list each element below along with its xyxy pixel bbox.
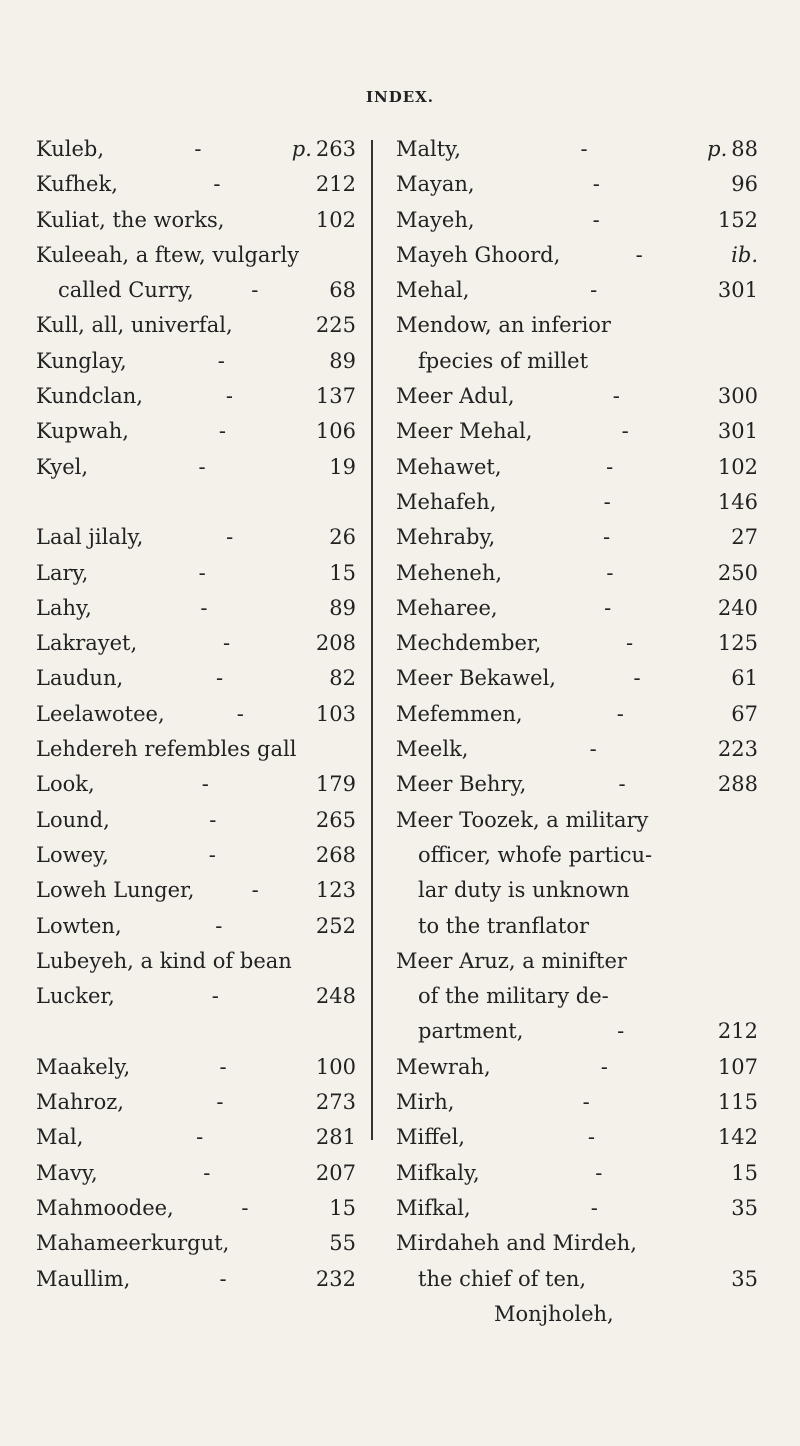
entry-term: Miffel, bbox=[396, 1125, 465, 1150]
index-entry bbox=[396, 1226, 758, 1261]
entry-leader: - bbox=[617, 1019, 625, 1044]
entry-page bbox=[707, 132, 758, 167]
entry-leader: - bbox=[595, 1160, 603, 1185]
page-number: 15 bbox=[329, 1195, 356, 1220]
entry-page bbox=[718, 1120, 758, 1155]
index-entry bbox=[36, 203, 356, 238]
right-index-column bbox=[396, 132, 758, 1332]
entry-term: Maakely, bbox=[36, 1054, 131, 1079]
entry-page bbox=[718, 1050, 758, 1085]
index-entry bbox=[396, 697, 758, 732]
entry-leader: - bbox=[236, 701, 244, 726]
index-entry bbox=[396, 873, 758, 908]
index-entry bbox=[396, 661, 758, 696]
page-number: 125 bbox=[717, 631, 758, 656]
entry-term: Lary, bbox=[36, 560, 89, 585]
entry-term: Mahmoodee, bbox=[36, 1195, 174, 1220]
page-number: 146 bbox=[717, 489, 758, 514]
entry-term: Meer Mehal, bbox=[396, 419, 533, 444]
entry-leader: - bbox=[626, 631, 634, 656]
entry-page bbox=[718, 697, 758, 732]
page-number: 207 bbox=[315, 1160, 356, 1185]
entry-page bbox=[316, 1085, 356, 1120]
index-entry bbox=[396, 556, 758, 591]
entry-page bbox=[718, 1085, 758, 1120]
index-entry bbox=[396, 838, 758, 873]
index-entry bbox=[36, 1085, 356, 1120]
entry-page bbox=[718, 1014, 758, 1049]
entry-term: Lowten, bbox=[36, 913, 122, 938]
entry-page bbox=[316, 767, 356, 802]
index-entry bbox=[396, 308, 758, 343]
entry-term: Meelk, bbox=[396, 737, 469, 762]
index-entry bbox=[396, 591, 758, 626]
entry-term: officer, whofe particu- bbox=[418, 842, 653, 867]
entry-term: Mendow, an inferior bbox=[396, 313, 611, 338]
entry-page bbox=[718, 626, 758, 661]
entry-term: Mewrah, bbox=[396, 1054, 491, 1079]
page-number: 265 bbox=[315, 807, 356, 832]
entry-page bbox=[316, 520, 356, 555]
index-entry bbox=[36, 909, 356, 944]
entry-term: Laal jilaly, bbox=[36, 525, 144, 550]
index-entry bbox=[396, 626, 758, 661]
entry-leader: - bbox=[211, 984, 219, 1009]
page-number: 301 bbox=[717, 419, 758, 444]
entry-page bbox=[316, 379, 356, 414]
entry-leader: - bbox=[587, 1125, 595, 1150]
index-entry bbox=[36, 697, 356, 732]
entry-leader: - bbox=[216, 1090, 224, 1115]
page-number: 152 bbox=[717, 207, 758, 232]
entry-leader: - bbox=[600, 1054, 608, 1079]
entry-page bbox=[718, 1191, 758, 1226]
page-number: 96 bbox=[731, 172, 758, 197]
page-number: 89 bbox=[329, 595, 356, 620]
entry-leader: - bbox=[590, 1195, 598, 1220]
entry-term: Meer Behry, bbox=[396, 772, 527, 797]
entry-leader: - bbox=[219, 1266, 227, 1291]
index-entry bbox=[36, 626, 356, 661]
entry-leader: - bbox=[196, 1125, 204, 1150]
index-entry bbox=[396, 1014, 758, 1049]
entry-term: Kufhek, bbox=[36, 172, 118, 197]
entry-leader: - bbox=[226, 525, 234, 550]
entry-leader: - bbox=[198, 454, 206, 479]
page-number: 15 bbox=[329, 560, 356, 585]
entry-page bbox=[316, 1262, 356, 1297]
index-entry bbox=[36, 1156, 356, 1191]
index-entry bbox=[36, 556, 356, 591]
index-entry bbox=[396, 520, 758, 555]
page-number: 281 bbox=[315, 1125, 356, 1150]
entry-page bbox=[718, 520, 758, 555]
page-number: 223 bbox=[717, 737, 758, 762]
index-entry bbox=[36, 167, 356, 202]
entry-leader: - bbox=[194, 137, 202, 161]
entry-page bbox=[316, 1226, 356, 1261]
entry-term: Meharee, bbox=[396, 595, 498, 620]
entry-term: Lehdereh refembles gall bbox=[36, 737, 297, 762]
page-number: 88 bbox=[731, 137, 758, 161]
page-number: 103 bbox=[315, 701, 356, 726]
entry-page bbox=[718, 661, 758, 696]
entry-term: Kuleeah, a ftew, vulgarly bbox=[36, 242, 300, 267]
entry-leader: - bbox=[603, 489, 611, 514]
index-entry bbox=[36, 379, 356, 414]
entry-term: Kuliat, the works, bbox=[36, 207, 225, 232]
page-number: 89 bbox=[329, 348, 356, 373]
page-number: 115 bbox=[717, 1090, 758, 1115]
entry-leader: - bbox=[203, 1160, 211, 1185]
entry-leader: - bbox=[618, 772, 626, 797]
entry-term: Mifkal, bbox=[396, 1195, 471, 1220]
entry-leader: - bbox=[580, 137, 588, 161]
entry-page bbox=[316, 556, 356, 591]
entry-page bbox=[718, 767, 758, 802]
entry-term: Kunglay, bbox=[36, 348, 127, 373]
index-entry bbox=[36, 1262, 356, 1297]
entry-term: to the tranflator bbox=[418, 913, 589, 938]
index-entry bbox=[36, 238, 356, 273]
entry-term: Kull, all, univerfal, bbox=[36, 313, 233, 338]
blank-line bbox=[36, 1014, 356, 1049]
entry-term: Loweh Lunger, bbox=[36, 878, 195, 903]
entry-leader: - bbox=[200, 595, 208, 620]
page-number: 35 bbox=[731, 1266, 758, 1291]
entry-leader: - bbox=[606, 560, 614, 585]
entry-page bbox=[316, 1156, 356, 1191]
entry-page bbox=[316, 273, 356, 308]
index-entry bbox=[36, 838, 356, 873]
entry-term: called Curry, bbox=[58, 278, 194, 303]
entry-term: partment, bbox=[418, 1019, 524, 1044]
entry-term: Mechdember, bbox=[396, 631, 542, 656]
entry-leader: - bbox=[616, 701, 624, 726]
page-number: 301 bbox=[717, 278, 758, 303]
entry-leader: - bbox=[582, 1090, 590, 1115]
page-number: 106 bbox=[315, 419, 356, 444]
index-entry bbox=[396, 1085, 758, 1120]
entry-page bbox=[316, 344, 356, 379]
page-number: 68 bbox=[329, 278, 356, 303]
index-entry bbox=[36, 873, 356, 908]
index-entry bbox=[396, 979, 758, 1014]
index-entry bbox=[36, 1050, 356, 1085]
entry-term: Kupwah, bbox=[36, 419, 129, 444]
page-number: 123 bbox=[315, 878, 356, 903]
index-entry bbox=[36, 1191, 356, 1226]
entry-page bbox=[316, 979, 356, 1014]
entry-page bbox=[718, 414, 758, 449]
index-entry bbox=[396, 132, 758, 167]
entry-page bbox=[316, 308, 356, 343]
entry-term: Mifkaly, bbox=[396, 1160, 480, 1185]
entry-leader: - bbox=[208, 842, 216, 867]
page-number: 67 bbox=[731, 701, 758, 726]
page-number: 102 bbox=[315, 207, 356, 232]
left-index-column bbox=[36, 132, 356, 1297]
entry-term: Maullim, bbox=[36, 1266, 131, 1291]
entry-term: Meheneh, bbox=[396, 560, 503, 585]
entry-term: Lound, bbox=[36, 807, 110, 832]
index-entry bbox=[36, 1120, 356, 1155]
index-entry bbox=[36, 767, 356, 802]
entry-leader: - bbox=[604, 595, 612, 620]
entry-page bbox=[316, 167, 356, 202]
index-entry bbox=[36, 308, 356, 343]
entry-term: Kundclan, bbox=[36, 384, 143, 409]
page-number: 102 bbox=[717, 454, 758, 479]
index-entry bbox=[396, 1297, 758, 1332]
entry-page bbox=[718, 1156, 758, 1191]
entry-leader: - bbox=[603, 525, 611, 550]
index-entry bbox=[36, 1226, 356, 1261]
page-number: 55 bbox=[329, 1231, 356, 1256]
index-entry bbox=[396, 1050, 758, 1085]
index-entry bbox=[396, 414, 758, 449]
entry-leader: - bbox=[606, 454, 614, 479]
page-number: 225 bbox=[315, 313, 356, 338]
entry-term: Lowey, bbox=[36, 842, 109, 867]
index-entry bbox=[36, 591, 356, 626]
entry-leader: - bbox=[241, 1195, 249, 1220]
index-entry bbox=[36, 732, 356, 767]
index-entry bbox=[396, 909, 758, 944]
entry-page bbox=[718, 238, 758, 273]
entry-term: the chief of ten, bbox=[418, 1266, 587, 1291]
index-entry bbox=[396, 450, 758, 485]
entry-term: Mal, bbox=[36, 1125, 84, 1150]
entry-term: Mehraby, bbox=[396, 525, 496, 550]
entry-page bbox=[316, 450, 356, 485]
entry-term: Meer Aruz, a minifter bbox=[396, 948, 627, 973]
index-entry bbox=[36, 132, 356, 167]
index-entry bbox=[396, 1262, 758, 1297]
index-entry bbox=[36, 661, 356, 696]
page-number: 15 bbox=[731, 1160, 758, 1185]
entry-leader: - bbox=[216, 666, 224, 691]
entry-page bbox=[316, 1191, 356, 1226]
index-entry bbox=[36, 944, 356, 979]
entry-term: Mehal, bbox=[396, 278, 470, 303]
page-number: 273 bbox=[315, 1090, 356, 1115]
entry-page bbox=[718, 591, 758, 626]
page-number: 137 bbox=[315, 384, 356, 409]
page-number: 208 bbox=[315, 631, 356, 656]
entry-term: Mahroz, bbox=[36, 1090, 124, 1115]
entry-page bbox=[718, 450, 758, 485]
entry-page bbox=[316, 909, 356, 944]
page-number: 212 bbox=[315, 172, 356, 197]
index-entry bbox=[36, 520, 356, 555]
entry-term: Lubeyeh, a kind of bean bbox=[36, 948, 292, 973]
page-number: 26 bbox=[329, 525, 356, 550]
entry-leader: - bbox=[251, 878, 259, 903]
index-entry bbox=[396, 803, 758, 838]
entry-leader: - bbox=[590, 278, 598, 303]
entry-leader: - bbox=[225, 384, 233, 409]
page-number: 268 bbox=[315, 842, 356, 867]
entry-term: Mayeh Ghoord, bbox=[396, 242, 561, 267]
entry-leader: - bbox=[201, 772, 209, 797]
page-number: 250 bbox=[717, 560, 758, 585]
entry-leader: - bbox=[251, 278, 259, 303]
entry-term: Monjholeh, bbox=[494, 1301, 614, 1326]
entry-leader: - bbox=[635, 242, 643, 267]
entry-leader: - bbox=[218, 419, 226, 444]
entry-page bbox=[316, 803, 356, 838]
entry-page bbox=[316, 1120, 356, 1155]
entry-term: Kyel, bbox=[36, 454, 89, 479]
entry-term: Mayeh, bbox=[396, 207, 475, 232]
entry-leader: - bbox=[592, 207, 600, 232]
page-number: 288 bbox=[717, 772, 758, 797]
page-number: 107 bbox=[717, 1054, 758, 1079]
index-entry bbox=[396, 1120, 758, 1155]
entry-term: Look, bbox=[36, 772, 95, 797]
entry-page bbox=[316, 203, 356, 238]
entry-page bbox=[718, 379, 758, 414]
page-number: 248 bbox=[315, 984, 356, 1009]
index-entry bbox=[396, 767, 758, 802]
entry-leader: - bbox=[217, 348, 225, 373]
entry-page bbox=[316, 414, 356, 449]
entry-page bbox=[718, 732, 758, 767]
entry-leader: - bbox=[215, 913, 223, 938]
index-entry bbox=[396, 944, 758, 979]
index-entry bbox=[396, 273, 758, 308]
page-number: 142 bbox=[717, 1125, 758, 1150]
page-number: 82 bbox=[329, 666, 356, 691]
index-entry bbox=[396, 1156, 758, 1191]
entry-page bbox=[718, 273, 758, 308]
entry-term: Mehafeh, bbox=[396, 489, 497, 514]
index-entry bbox=[396, 732, 758, 767]
entry-term: Laudun, bbox=[36, 666, 124, 691]
index-entry bbox=[396, 203, 758, 238]
page-number: 212 bbox=[717, 1019, 758, 1044]
entry-term: Mavy, bbox=[36, 1160, 98, 1185]
page-number: 19 bbox=[329, 454, 356, 479]
entry-leader: - bbox=[633, 666, 641, 691]
index-entry bbox=[36, 979, 356, 1014]
entry-term: Mehawet, bbox=[396, 454, 502, 479]
entry-page bbox=[316, 697, 356, 732]
entry-leader: - bbox=[198, 560, 206, 585]
entry-page bbox=[316, 626, 356, 661]
page-number: 27 bbox=[731, 525, 758, 550]
index-entry bbox=[36, 450, 356, 485]
entry-leader: - bbox=[222, 631, 231, 656]
page-number: 61 bbox=[731, 666, 758, 691]
entry-term: Leelawotee, bbox=[36, 701, 165, 726]
entry-term: Kuleb, bbox=[36, 137, 105, 161]
page-number: 179 bbox=[315, 772, 356, 797]
entry-term: Mirdaheh and Mirdeh, bbox=[396, 1231, 637, 1256]
entry-leader: - bbox=[592, 172, 600, 197]
page-prefix: p. bbox=[707, 137, 728, 161]
entry-term: lar duty is unknown bbox=[418, 878, 630, 903]
blank-line bbox=[36, 485, 356, 520]
entry-term: Mayan, bbox=[396, 172, 475, 197]
page-number: 263 bbox=[315, 137, 356, 161]
entry-page bbox=[316, 661, 356, 696]
page-number: 300 bbox=[717, 384, 758, 409]
page-number: 100 bbox=[315, 1054, 356, 1079]
page-number: 252 bbox=[315, 913, 356, 938]
page-number: 240 bbox=[717, 595, 758, 620]
index-entry bbox=[36, 273, 356, 308]
entry-page bbox=[718, 1262, 758, 1297]
entry-leader: - bbox=[589, 737, 597, 762]
entry-page bbox=[718, 485, 758, 520]
entry-term: Lucker, bbox=[36, 984, 115, 1009]
index-entry bbox=[396, 1191, 758, 1226]
entry-term: Meer Adul, bbox=[396, 384, 515, 409]
page-header: INDEX. bbox=[365, 88, 435, 106]
entry-term: fpecies of millet bbox=[418, 348, 589, 373]
entry-term: Meer Toozek, a military bbox=[396, 807, 649, 832]
entry-leader: - bbox=[612, 384, 620, 409]
entry-term: Meer Bekawel, bbox=[396, 666, 556, 691]
page-prefix: p. bbox=[291, 137, 312, 161]
entry-page bbox=[316, 873, 356, 908]
page-number: 232 bbox=[315, 1266, 356, 1291]
entry-page bbox=[718, 203, 758, 238]
index-entry bbox=[396, 344, 758, 379]
entry-leader: - bbox=[219, 1054, 227, 1079]
entry-term: Mirh, bbox=[396, 1090, 455, 1115]
entry-term: of the military de- bbox=[418, 984, 609, 1009]
entry-page bbox=[718, 556, 758, 591]
entry-term: Mahameerkurgut, bbox=[36, 1231, 230, 1256]
column-divider bbox=[371, 140, 373, 1140]
index-entry bbox=[396, 238, 758, 273]
index-entry bbox=[396, 167, 758, 202]
entry-term: Lakrayet, bbox=[36, 631, 138, 656]
index-entry bbox=[396, 379, 758, 414]
entry-page bbox=[292, 132, 356, 167]
page-number: ib. bbox=[731, 242, 758, 267]
entry-term: Mefemmen, bbox=[396, 701, 523, 726]
entry-leader: - bbox=[213, 172, 221, 197]
entry-page bbox=[316, 838, 356, 873]
entry-leader: - bbox=[621, 419, 629, 444]
entry-page bbox=[718, 167, 758, 202]
index-entry bbox=[396, 485, 758, 520]
entry-leader: - bbox=[209, 807, 217, 832]
entry-page bbox=[316, 1050, 356, 1085]
index-entry bbox=[36, 414, 356, 449]
index-entry bbox=[36, 344, 356, 379]
entry-term: Lahy, bbox=[36, 595, 92, 620]
entry-term: Malty, bbox=[396, 137, 461, 161]
index-entry bbox=[36, 803, 356, 838]
entry-page bbox=[316, 591, 356, 626]
page-number: 35 bbox=[731, 1195, 758, 1220]
